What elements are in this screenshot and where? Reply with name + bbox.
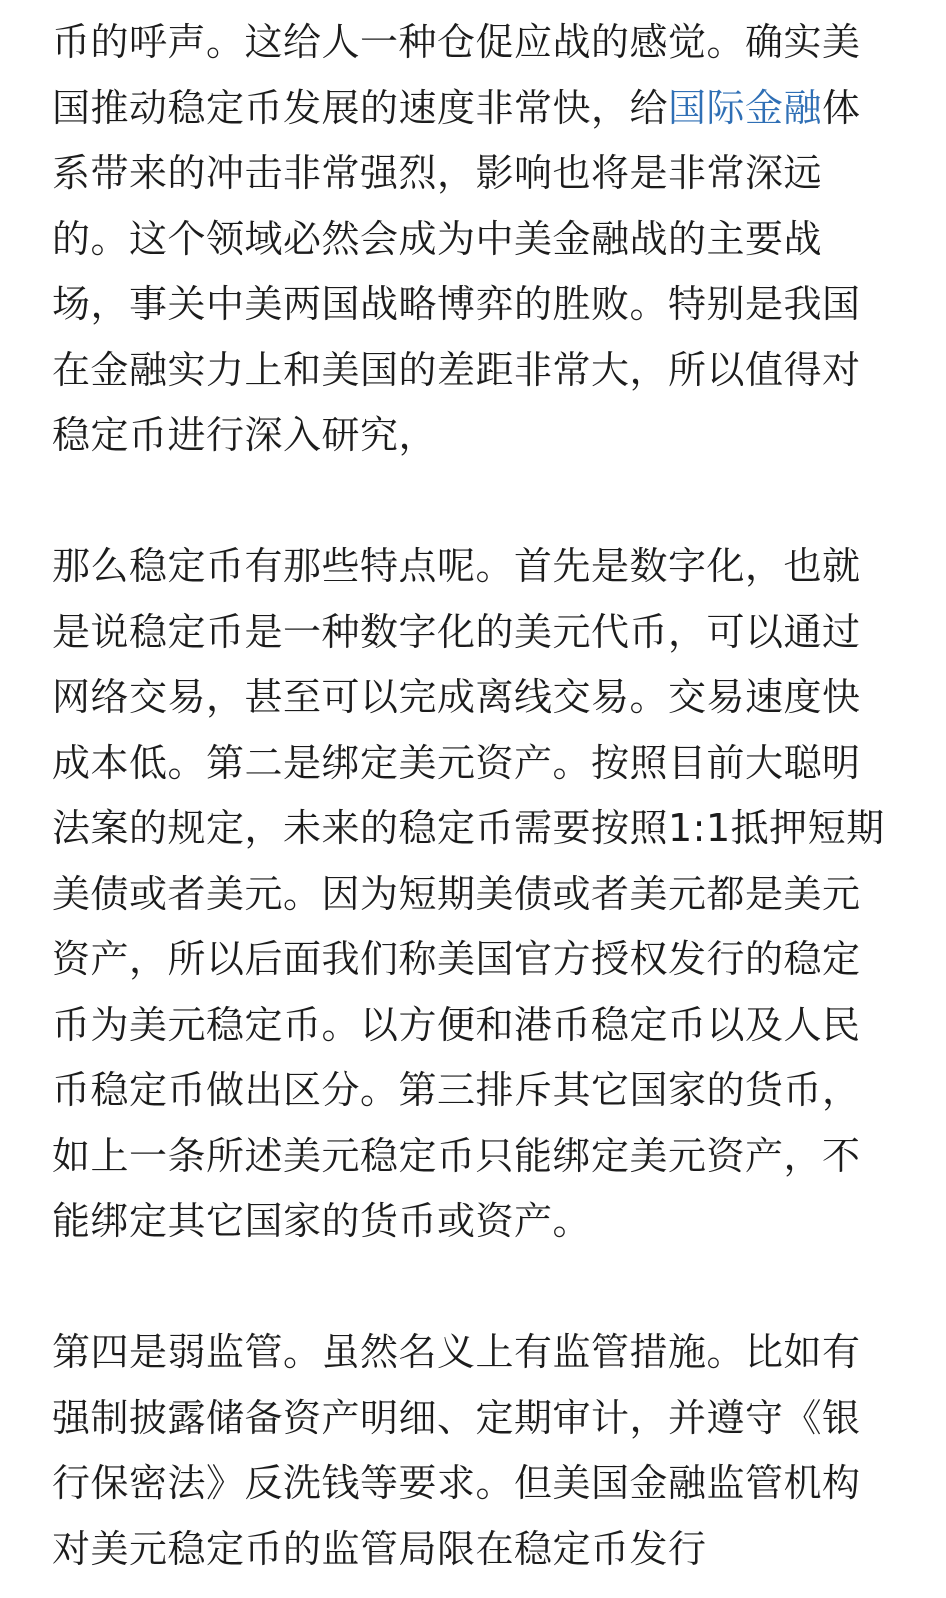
article-body: [52, 10, 890, 1582]
paragraph-3: 第四是弱监管。虽然名义上有监管措施。比如有强制披露储备资产明细、定期审计，并遵守《银行保密法》反洗钱等要求。但美国金融监管机构对美元稳定币的监管局限在稳定币发行: [52, 1330, 861, 1571]
paragraph-1-text-after-link: 体系带来的冲击非常强烈，影响也将是非常深远的。这个领域必然会成为中美金融战的主要战场，事关中美两国战略博弈的胜败。特别是我国在金融实力上和美国的差距非常大，所以值得对稳定币进行深入研究，: [52, 85, 861, 457]
paragraph-1: [52, 10, 890, 469]
paragraph-1-text-before-link: 币的呼声。这给人一种仓促应战的感觉。确实美国推动稳定币发展的速度非常快，给: [52, 20, 861, 130]
paragraph-spacer: [52, 469, 890, 535]
paragraph-spacer: [52, 1255, 890, 1321]
financial-system-link[interactable]: 国际金融: [668, 85, 823, 130]
paragraph-2: 那么稳定币有那些特点呢。首先是数字化，也就是说稳定币是一种数字化的美元代币，可以通过网络交易，甚至可以完成离线交易。交易速度快成本低。第二是绑定美元资产。按照目前大聪明法案的规定，未来的稳定币需要按照1:1抵押短期美债或者美元。因为短期美债或者美元都是美元资产，所以后面我们称美国官方授权发行的稳定币为美元稳定币。以方便和港币稳定币以及人民币稳定币做出区分。第三排斥其它国家的货币，如上一条所述美元稳定币只能绑定美元资产，不能绑定其它国家的货币或资产。: [52, 544, 885, 1243]
